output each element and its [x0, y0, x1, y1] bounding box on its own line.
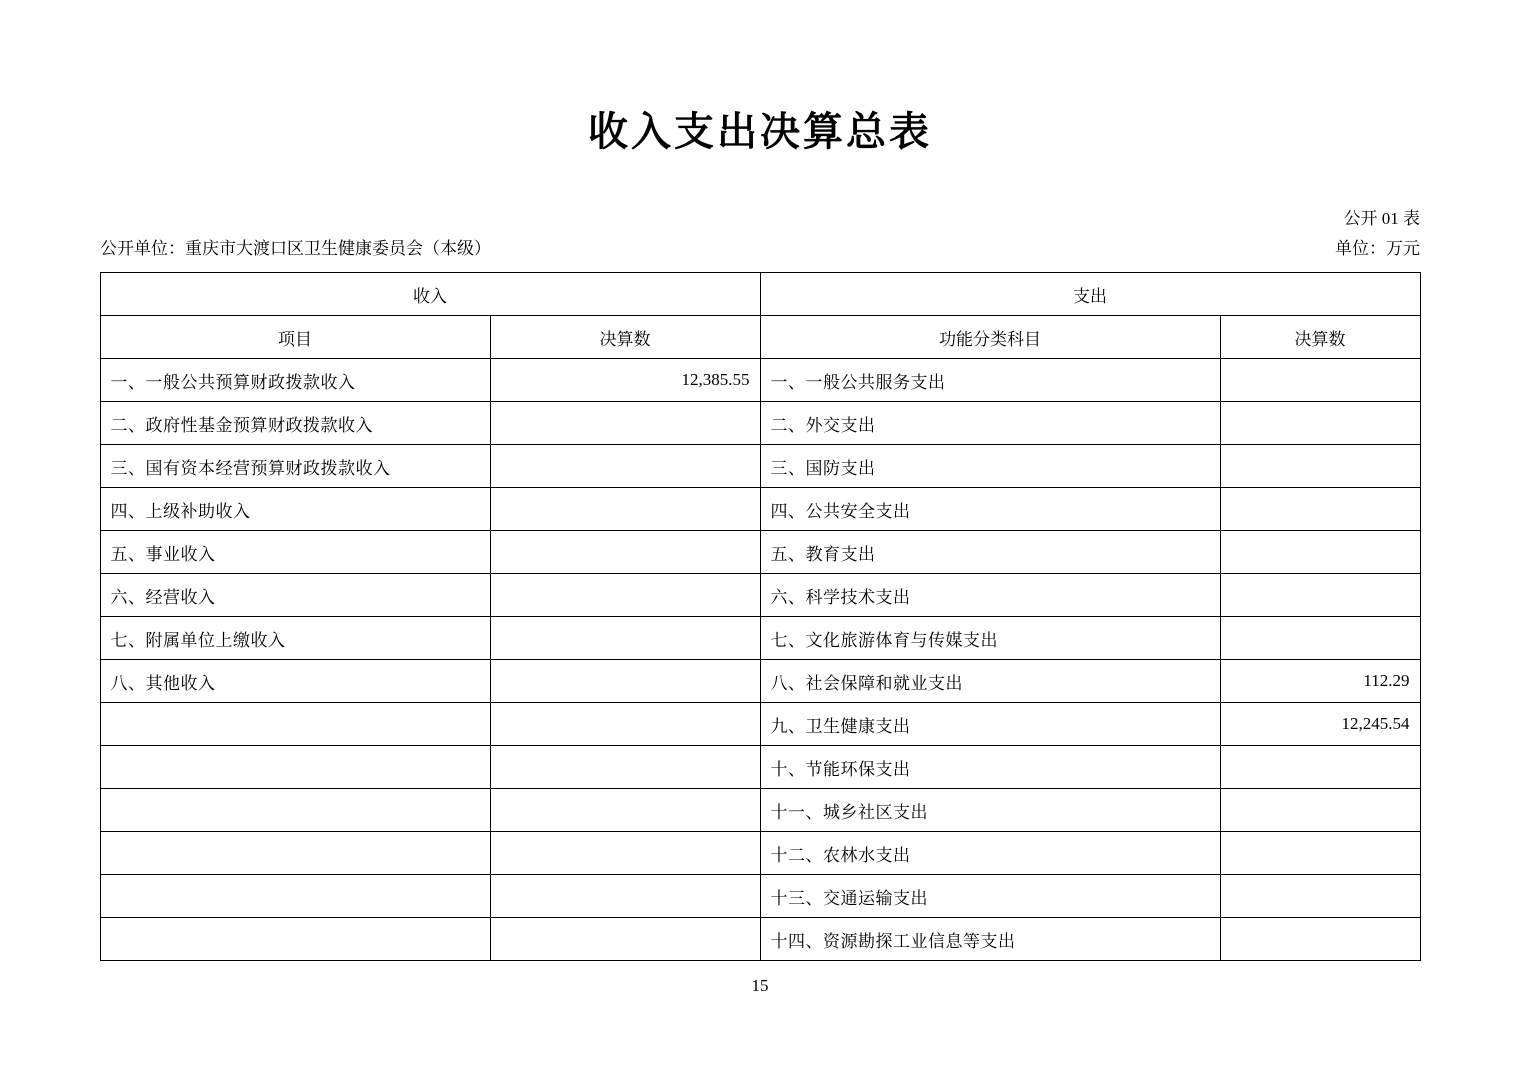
expenditure-item: 一、一般公共服务支出 [760, 359, 1220, 402]
income-amount [490, 789, 760, 832]
expenditure-item: 十一、城乡社区支出 [760, 789, 1220, 832]
income-amount [490, 660, 760, 703]
expenditure-item: 三、国防支出 [760, 445, 1220, 488]
expenditure-item: 四、公共安全支出 [760, 488, 1220, 531]
table-group-header-row [100, 273, 1420, 316]
expenditure-amount [1220, 617, 1420, 660]
disclosing-unit: 公开单位：重庆市大渡口区卫生健康委员会（本级） [100, 239, 491, 258]
group-header-income: 收入 [100, 273, 760, 316]
page-number: 15 [751, 976, 769, 995]
amount-unit: 单位：万元 [1335, 239, 1420, 258]
expenditure-amount [1220, 832, 1420, 875]
income-amount [490, 402, 760, 445]
income-item [100, 789, 490, 832]
income-amount [490, 445, 760, 488]
revenue-expenditure-table [100, 272, 1421, 961]
income-amount [490, 531, 760, 574]
income-item: 四、上级补助收入 [100, 488, 490, 531]
expenditure-amount [1220, 488, 1420, 531]
table-row [100, 402, 1420, 445]
table-row [100, 875, 1420, 918]
income-amount [490, 875, 760, 918]
income-amount [490, 574, 760, 617]
expenditure-item: 十、节能环保支出 [760, 746, 1220, 789]
income-item [100, 832, 490, 875]
table-row [100, 488, 1420, 531]
column-header-expenditure-item: 功能分类科目 [760, 316, 1220, 359]
table-row [100, 832, 1420, 875]
table-row [100, 703, 1420, 746]
unit-row [100, 234, 1420, 258]
income-amount [490, 703, 760, 746]
column-header-income-item: 项目 [100, 316, 490, 359]
expenditure-amount: 112.29 [1220, 660, 1420, 703]
expenditure-item: 七、文化旅游体育与传媒支出 [760, 617, 1220, 660]
expenditure-item: 九、卫生健康支出 [760, 703, 1220, 746]
expenditure-item: 十四、资源勘探工业信息等支出 [760, 918, 1220, 961]
column-header-expenditure-amount: 决算数 [1220, 316, 1420, 359]
table-row [100, 660, 1420, 703]
income-amount [490, 617, 760, 660]
income-item [100, 875, 490, 918]
table-row [100, 574, 1420, 617]
expenditure-amount [1220, 918, 1420, 961]
table-column-header-row [100, 316, 1420, 359]
table-row [100, 918, 1420, 961]
income-amount [490, 488, 760, 531]
expenditure-amount [1220, 746, 1420, 789]
income-item: 一、一般公共预算财政拨款收入 [100, 359, 490, 402]
income-amount [490, 746, 760, 789]
income-item: 六、经营收入 [100, 574, 490, 617]
table-row [100, 789, 1420, 832]
income-item [100, 703, 490, 746]
income-item [100, 918, 490, 961]
expenditure-item: 十二、农林水支出 [760, 832, 1220, 875]
table-row [100, 359, 1420, 402]
form-number: 公开 01 表 [1343, 209, 1420, 228]
table-row [100, 746, 1420, 789]
expenditure-amount [1220, 531, 1420, 574]
income-amount [490, 832, 760, 875]
expenditure-amount [1220, 445, 1420, 488]
expenditure-amount [1220, 359, 1420, 402]
table-row [100, 617, 1420, 660]
expenditure-amount: 12,245.54 [1220, 703, 1420, 746]
expenditure-amount [1220, 574, 1420, 617]
expenditure-item: 八、社会保障和就业支出 [760, 660, 1220, 703]
expenditure-amount [1220, 875, 1420, 918]
table-row [100, 531, 1420, 574]
expenditure-amount [1220, 789, 1420, 832]
income-item: 三、国有资本经营预算财政拨款收入 [100, 445, 490, 488]
expenditure-item: 六、科学技术支出 [760, 574, 1220, 617]
income-item: 七、附属单位上缴收入 [100, 617, 490, 660]
group-header-expenditure: 支出 [760, 273, 1420, 316]
table-row [100, 445, 1420, 488]
expenditure-item: 十三、交通运输支出 [760, 875, 1220, 918]
income-amount [490, 918, 760, 961]
page-title: 收入支出决算总表 [588, 109, 932, 155]
income-amount: 12,385.55 [490, 359, 760, 402]
income-item: 八、其他收入 [100, 660, 490, 703]
income-item: 二、政府性基金预算财政拨款收入 [100, 402, 490, 445]
form-number-row [100, 204, 1420, 226]
income-item: 五、事业收入 [100, 531, 490, 574]
income-item [100, 746, 490, 789]
expenditure-amount [1220, 402, 1420, 445]
expenditure-item: 五、教育支出 [760, 531, 1220, 574]
column-header-income-amount: 决算数 [490, 316, 760, 359]
expenditure-item: 二、外交支出 [760, 402, 1220, 445]
